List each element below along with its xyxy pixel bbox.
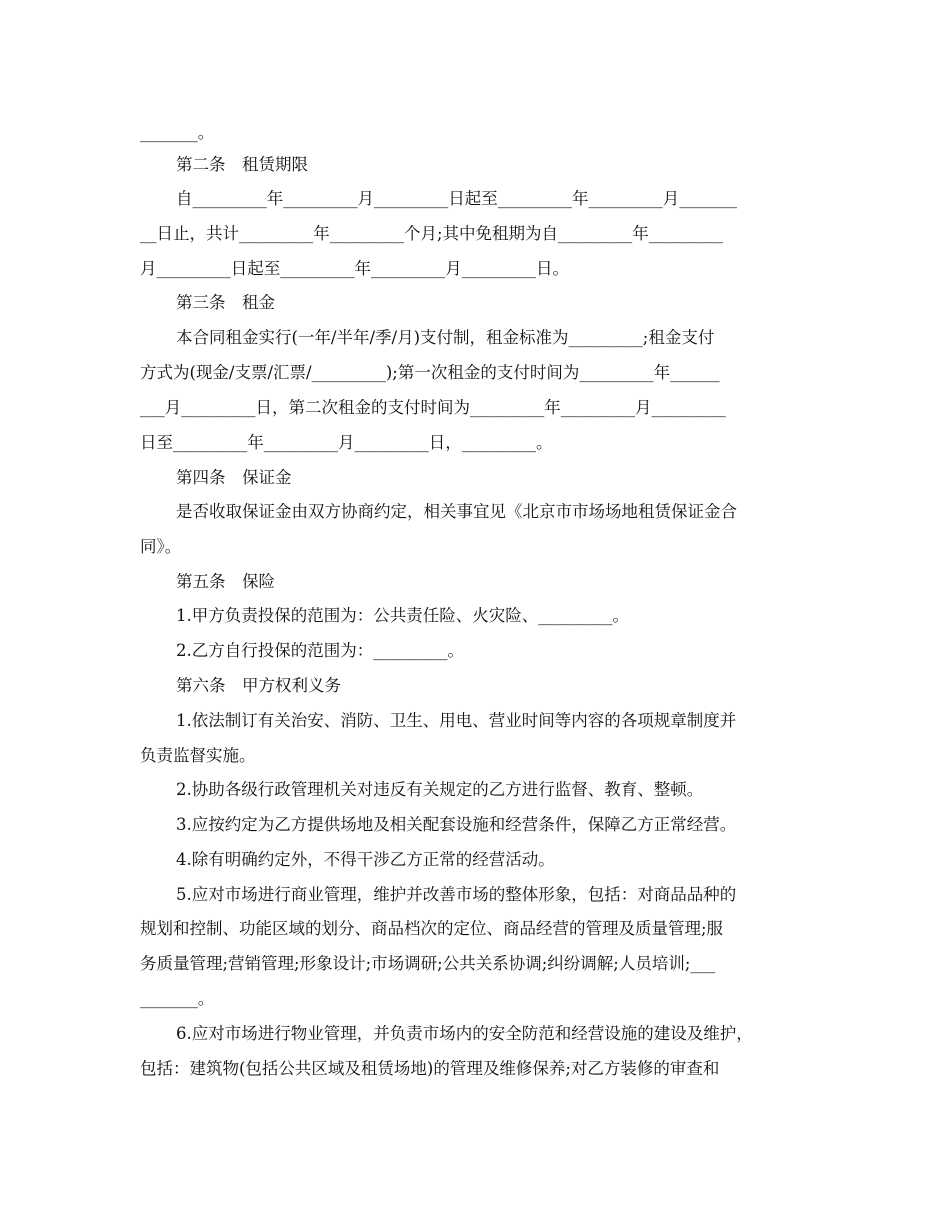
text-line: 务质量管理;营销管理;形象设计;市场调研;公共关系协调;纠纷调解;人员培训;___ bbox=[140, 954, 716, 973]
text-line: 自_________年_________月_________日起至_________年_________月_______ bbox=[176, 189, 737, 208]
article-heading: 第四条 保证金 bbox=[176, 468, 292, 487]
text-line: 规划和控制、功能区域的划分、商品档次的定位、商品经营的管理及质量管理;服 bbox=[140, 919, 724, 938]
text-line: 日至_________年_________月_________日，_________。 bbox=[140, 433, 553, 452]
text-line: __日止，共计_________年_________个月;其中免租期为自_________年_________ bbox=[140, 224, 724, 243]
text-line: 负责监督实施。 bbox=[140, 746, 256, 765]
article-heading: 第二条 租赁期限 bbox=[176, 155, 308, 174]
text-line: 方式为(现金/支票/汇票/_________);第一次租金的支付时间为_________年______ bbox=[140, 363, 720, 382]
text-line: 是否收取保证金由双方协商约定，相关事宜见《北京市市场场地租赁保证金合 bbox=[176, 502, 737, 521]
text-line: _______。 bbox=[140, 123, 215, 142]
list-item: 6.应对市场进行物业管理，并负责市场内的安全防范和经营设施的建设及维护， bbox=[176, 1024, 753, 1043]
list-item: 2.协助各级行政管理机关对违反有关规定的乙方进行监督、教育、整顿。 bbox=[176, 780, 704, 799]
list-item: 3.应按约定为乙方提供场地及相关配套设施和经营条件，保障乙方正常经营。 bbox=[176, 815, 737, 834]
text-line: 包括：建筑物(包括公共区域及租赁场地)的管理及维修保养;对乙方装修的审查和 bbox=[140, 1059, 720, 1078]
text-line: 同》。 bbox=[140, 537, 182, 556]
text-line: 月_________日起至_________年_________月_________日。 bbox=[140, 259, 569, 278]
text-line: 本合同租金实行(一年/半年/季/月)支付制，租金标准为_________;租金支付 bbox=[176, 328, 715, 347]
list-item: 1.甲方负责投保的范围为：公共责任险、火灾险、_________。 bbox=[176, 606, 629, 625]
list-item: 1.依法制订有关治安、消防、卫生、用电、营业时间等内容的各项规章制度并 bbox=[176, 711, 737, 730]
article-heading: 第五条 保险 bbox=[176, 572, 275, 591]
list-item: 5.应对市场进行商业管理，维护并改善市场的整体形象，包括：对商品品种的 bbox=[176, 885, 737, 904]
text-line: _______。 bbox=[140, 989, 215, 1008]
text-line: ___月_________日，第二次租金的支付时间为_________年_________月_________ bbox=[140, 398, 726, 417]
article-heading: 第六条 甲方权利义务 bbox=[176, 676, 341, 695]
article-heading: 第三条 租金 bbox=[176, 293, 275, 312]
list-item: 4.除有明确约定外，不得干涉乙方正常的经营活动。 bbox=[176, 850, 555, 869]
list-item: 2.乙方自行投保的范围为：_________。 bbox=[176, 641, 464, 660]
